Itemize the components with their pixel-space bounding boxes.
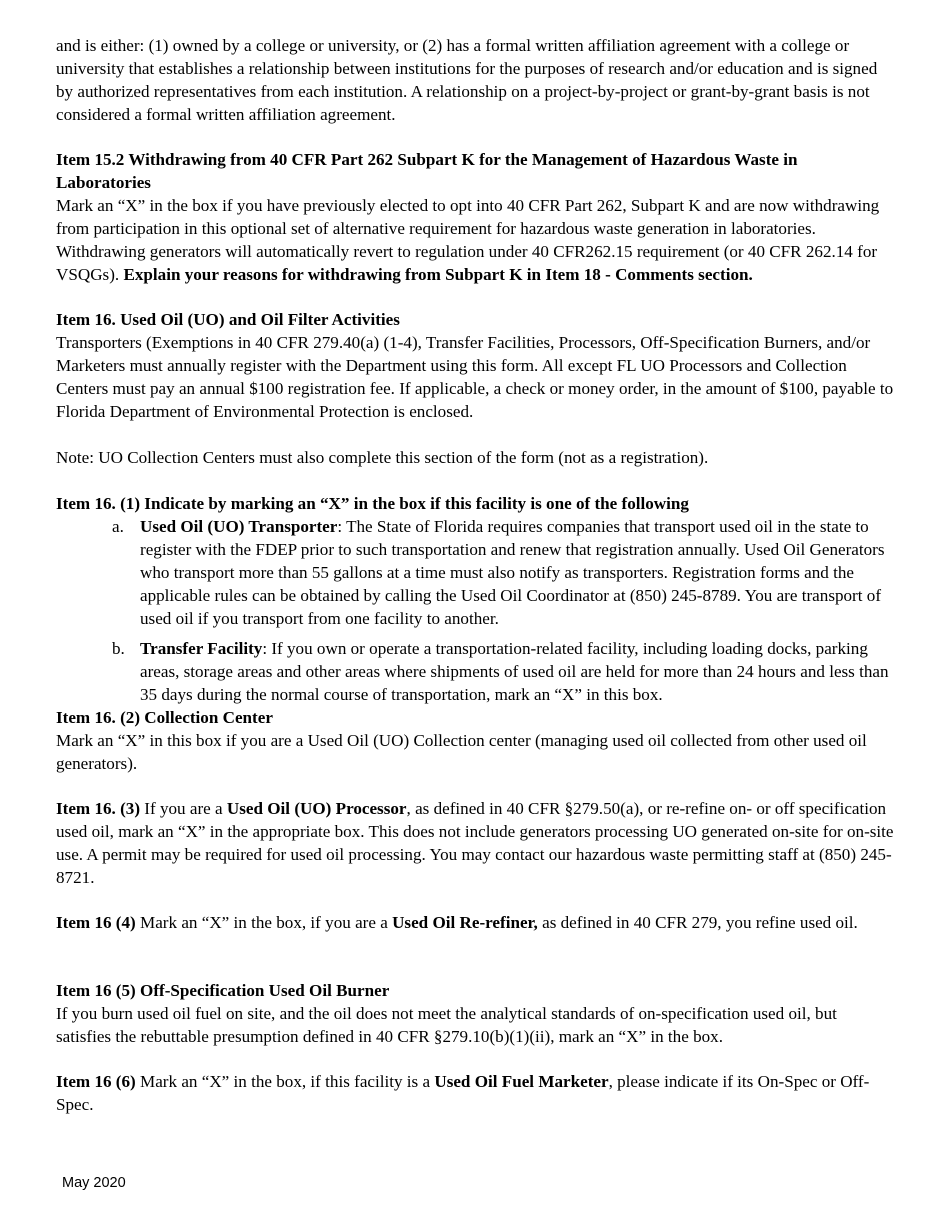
- list-marker: b.: [112, 639, 125, 658]
- item-16-5-body: If you burn used oil fuel on site, and the oil does not meet the analytical standards of on-specification used oil, but satisfies the rebuttable presumption defined in 40 CFR §279.10(b)(1)(ii), mark an “X” in the box.: [56, 1004, 837, 1046]
- item-16-2-section: [56, 706, 894, 775]
- item-16-body: Transporters (Exemptions in 40 CFR 279.40(a) (1-4), Transfer Facilities, Processors, Off-Specification Burners, and/or Marketers must annually register with the Department using this form. All except FL UO Processors and Collection Centers must pay an annual $100 registration fee. If applicable, a check or money order, in the amount of $100, payable to Florida Department of Environmental Protection is enclosed.: [56, 333, 894, 421]
- item-16-4-bold: Used Oil Re-refiner,: [392, 913, 538, 932]
- item-16-6-text-rest: , please indicate if its On-Spec or Off-Spec.: [56, 1072, 870, 1114]
- item-16-4-label: Item 16 (4): [56, 913, 136, 932]
- item-16-3-paragraph: [56, 797, 894, 889]
- item-16-heading: Item 16. Used Oil (UO) and Oil Filter Activities: [56, 310, 400, 329]
- item-15-2-heading: Item 15.2 Withdrawing from 40 CFR Part 262 Subpart K for the Management of Hazardous Waste in Laboratories: [56, 150, 798, 192]
- list-item-text: : The State of Florida requires companies that transport used oil in the state to register with the FDEP prior to such transportation and renew that registration annually. Used Oil Generators who transport more than 55 gallons at a time must also notify as transporters. Registration forms and the applicable rules can be obtained by calling the Used Oil Coordinator at (850) 245-8789. You are transport of used oil if you transport from one facility to another.: [140, 517, 885, 628]
- document-page: [56, 34, 894, 1116]
- item-16-5-section: [56, 979, 894, 1048]
- item-16-2-heading: Item 16. (2) Collection Center: [56, 708, 273, 727]
- item-16-1-heading: Item 16. (1) Indicate by marking an “X” in the box if this facility is one of the following: [56, 494, 689, 513]
- list-item: [112, 637, 894, 706]
- item-16-6-bold: Used Oil Fuel Marketer: [434, 1072, 609, 1091]
- footer-date: May 2020: [62, 1175, 126, 1191]
- list-item-text: : If you own or operate a transportation-related facility, including loading docks, parking areas, storage areas and other areas where shipments of used oil are held for more than 24 hours and less than 35 days during the normal course of transportation, mark an “X” in this box.: [140, 639, 889, 704]
- intro-paragraph: and is either: (1) owned by a college or university, or (2) has a formal written affiliation agreement with a college or university that establishes a relationship between institutions for the purposes of research and/or education and is signed by authorized representatives from each institution. A relationship on a project-by-project or grant-by-grant basis is not considered a formal written affiliation agreement.: [56, 36, 878, 124]
- item-16-3-bold: Used Oil (UO) Processor: [226, 799, 407, 818]
- item-16-6-text: Mark an “X” in the box, if this facility is a: [135, 1072, 435, 1091]
- list-item-label: Used Oil (UO) Transporter: [140, 517, 338, 536]
- item-15-2-body: [56, 194, 894, 286]
- item-16-4-paragraph: [56, 911, 894, 934]
- item-15-2-section: [56, 148, 894, 286]
- item-16-note: Note: UO Collection Centers must also complete this section of the form (not as a registration).: [56, 448, 709, 467]
- list-item-label: Transfer Facility: [140, 639, 263, 658]
- item-16-section: [56, 308, 894, 469]
- item-15-2-body-bold: Explain your reasons for withdrawing from Subpart K in Item 18 - Comments section.: [123, 265, 753, 284]
- item-16-4-text: Mark an “X” in the box, if you are a: [135, 913, 393, 932]
- item-16-1-list: [56, 515, 894, 706]
- item-16-6-paragraph: [56, 1070, 894, 1116]
- list-marker: a.: [112, 517, 124, 536]
- item-16-3-label: Item 16. (3): [56, 799, 141, 818]
- item-16-3-text: If you are a: [140, 799, 227, 818]
- item-16-2-body: Mark an “X” in this box if you are a Used Oil (UO) Collection center (managing used oil collected from other used oil generators).: [56, 731, 867, 773]
- item-16-1-section: [56, 492, 894, 706]
- item-16-6-label: Item 16 (6): [56, 1072, 136, 1091]
- item-16-5-heading: Item 16 (5) Off-Specification Used Oil Burner: [56, 981, 390, 1000]
- list-item: [112, 515, 894, 630]
- item-16-4-text-rest: as defined in 40 CFR 279, you refine used oil.: [537, 913, 858, 932]
- item-16-3-text-rest: , as defined in 40 CFR §279.50(a), or re-refine on- or off specification used oil, mark an “X” in the appropriate box. This does not include generators processing UO generated on-site for on-site use. A permit may be required for used oil processing. You may contact our hazardous waste permitting staff at (850) 245-8721.: [56, 799, 894, 887]
- item-15-2-body-text: Mark an “X” in the box if you have previously elected to opt into 40 CFR Part 262, Subpart K and are now withdrawing from participation in this optional set of alternative requirement for hazardous waste generation in laboratories. Withdrawing generators will automatically revert to regulation under 40 CFR262.15 requirement (or 40 CFR 262.14 for VSQGs).: [56, 196, 880, 284]
